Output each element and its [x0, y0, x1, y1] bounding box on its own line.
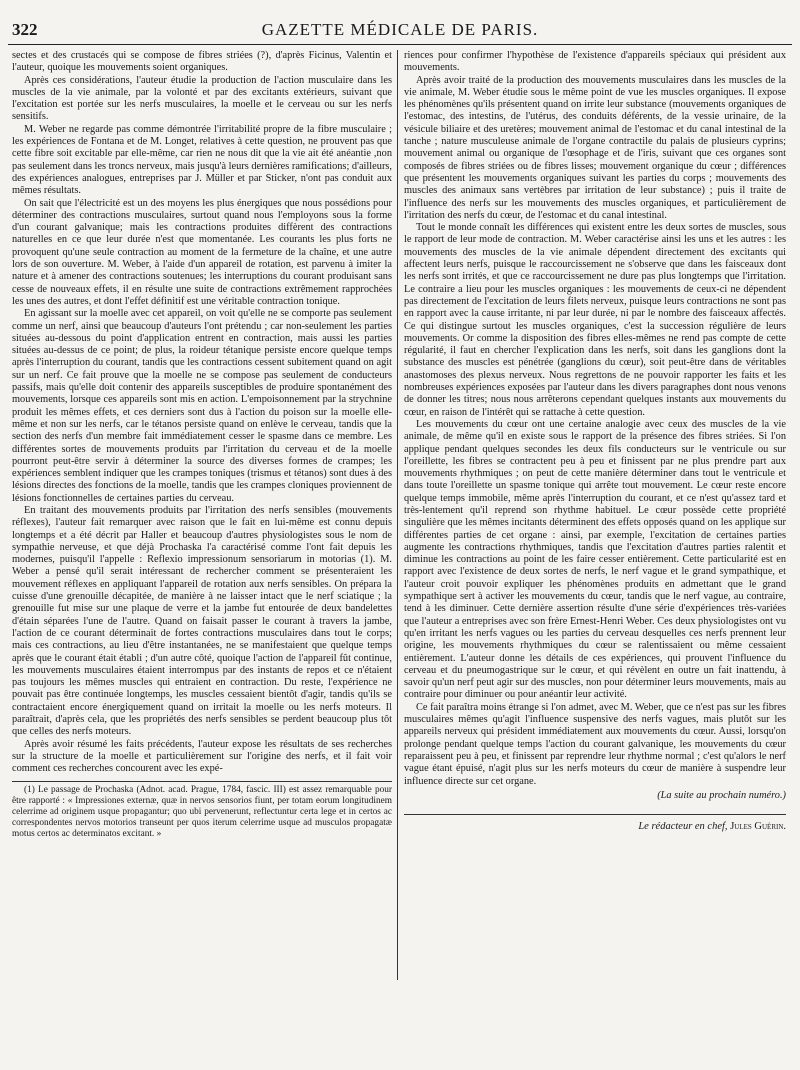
paragraph: En agissant sur la moelle avec cet appareil, on voit qu'elle ne se comporte pas seulement comme un nerf, ainsi que beaucoup d'auteurs l'ont prétendu ; car non-seulement les parties situées au-dessous du point d'application entrent en contraction, mais aussi les parties situées au-dessus de ce point; de plus, la roideur tétanique persiste encore quelque temps après l'interruption du courant, tandis que les contractions cessent subitement quand on agit sur un nerf. Ce fait prouve que la moelle ne se compose pas seulement de conducteurs passifs, mais qu'elle doit contenir des appareils susceptibles de produire spontanément des mouvements, lorsque ces appareils sont mis en action. L'empoisonnement par la strychnine produit les mêmes effets, et ces derniers sont dus à l'action du poison sur la moelle elle-même et non sur les nerfs, car le tétanos persiste quand on enlève le cerveau, tandis que la section des nerfs d'un membre fait immédiatement cesser le spasme dans ce membre. Les différentes sortes de mouvements produits par l'irritation du cerveau et de la moelle pourront peut-être servir à déterminer la source des diverses formes de crampes; les expériences semblent indiquer que les crampes toniques (trismus et tétanos) sont dues à des lésions directes des fonctions de la moelle, tandis que les crampes cloniques proviennent de lésions fonctionnelles de certaines parties du cerveau.: [12, 308, 392, 504]
page-number: 322: [12, 20, 38, 39]
journal-title: GAZETTE MÉDICALE DE PARIS.: [261, 20, 539, 39]
right-column: [404, 50, 786, 1050]
paragraph: Les mouvements du cœur ont une certaine analogie avec ceux des muscles de la vie animale, de même qu'il en existe sous le rapport de la présence des fibres striées. Si l'on applique pendant quelques secondes les deux fils conducteurs sur le ventricule ou sur l'oreillette, les fibres se contractent peu à peu et finissent par ne plus prendre part aux mouvements rhythmiques ; on peut de cette manière déterminer dans tout le ventricule et dans toute l'oreillette un spasme tonique qui arrête tout mouvement. Le cœur reste encore quelque temps immobile, même après l'interruption du courant, et ce n'est qu'assez tard et très-lentement qu'il reprend son rhythme habituel. Le cœur possède cette propriété singulière que les mêmes incitants déterminent des effets opposés quand on les applique sur différentes parties de cet organe : ainsi, par exemple, l'excitation de certaines parties augmente les contractions rhythmiques, tandis que l'excitation d'autres parties ralentit et diminue les contractions au point de les faire cesser entièrement. Cette particularité est en rapport avec l'existence de deux sortes de nerfs, le nerf vague et le grand sympathique, et l'auteur croit pouvoir expliquer les phénomènes produits en admettant que le grand sympathique sert à activer les mouvements du cœur, tandis que le nerf vague, au contraire, tend à les diminuer. Cette dernière assertion résulte d'une série d'expériences très-variées que l'auteur a entreprises avec son frère Ernest-Henri Weber. Ces deux physiologistes ont vu qu'en irritant les nerfs vagues ou les parties du cerveau desquelles ces nerfs prennent leur origine, les mouvements rhythmiques du cœur se ralentissaient ou même cessaient entièrement. L'auteur donne les détails de ces expériences, qui prouvent l'influence du cerveau et du pneumogastrique sur le cœur, et qui révèlent en outre un fait inattendu, à savoir qu'un nerf peut agir sur des muscles, non pour déterminer leurs mouvements, mais au contraire pour diminuer ou pour anéantir leur activité.: [404, 418, 786, 701]
page-header: [8, 18, 792, 45]
paragraph: Après avoir traité de la production des mouvements musculaires dans les muscles de la vie animale, M. Weber étudie sous le même point de vue les muscles organiques. Il expose les phénomènes qu'ils présentent quand on irrite leur substance (mouvements organiques de l'estomac, des intestins, de l'utérus, des conduits déférents, de la vessie urinaire, de la vésicule biliaire et des uretères; mouvement animal de l'estomac et du canal intestinal de la tanche ; nature musculeuse animale de l'organe contractile du palais de plusieurs cyprins; mouvement animal ou organique de l'œsophage et de l'iris, suivant que ces organes sont composés de fibres striées ou de fibres lisses; mouvement organique du cœur ; différences que présentent les mouvements organiques suivant les parties du corps ; mouvements des muscles des animaux sans vertèbres par irritation de leur substance) ; puis il traite de l'influence des nerfs sur les mouvements des muscles organiques, et particulièrement de l'irritation des nerfs du cœur, de l'estomac et du canal intestinal.: [404, 74, 786, 221]
paragraph: Après ces considérations, l'auteur étudie la production de l'action musculaire dans les muscles de la vie animale, par la volonté et par des excitants extérieurs, suivant que l'excitation est portée sur les nerfs musculaires, la moelle et le cerveau ou sur les nerfs sensitifs.: [12, 74, 392, 123]
footnote: (1) Le passage de Prochaska (Adnot. acad. Prague, 1784, fascic. III) est assez remarquable pour être rapporté : « Impressiones externæ, quæ in nervos sensorios fiunt, per totam eorum longitudinem celerrime ad originem usque propagantur; quo ubi pervenerunt, reflectuntur certa lege et in certos ac correspondentes nervos motorios transeunt per quos iterum celerrime usque ad musculos propagatæ motus certos ac determinatos excitant. »: [12, 784, 392, 840]
editor-signature: [404, 821, 786, 833]
paragraph: M. Weber ne regarde pas comme démontrée l'irritabilité propre de la fibre musculaire ; les expériences de Fontana et de M. Longet, relatives à cette question, ne prouvent pas que cette fibre soit excitable par elle-même, car rien ne nous dit que la vie ait été anéantie ,non pas seulement dans les troncs nerveux, mais jusqu'à leurs dernières ramifications; d'ailleurs, des expériences analogues, entreprises par J. Müller et par Sticker, n'ont pas conduit aux mêmes résultats.: [12, 123, 392, 197]
paragraph: sectes et des crustacés qui se compose de fibres striées (?), d'après Ficinus, Valentin et l'auteur, quoique les mouvements soient organiques.: [12, 50, 392, 74]
footnote-divider: [12, 781, 392, 782]
column-divider: [397, 50, 398, 980]
paragraph: On sait que l'électricité est un des moyens les plus énergiques que nous possédions pour déterminer des contractions musculaires, surtout quand nous l'employons sous la forme d'un courant galvanique; mais les contractions produites diffèrent des contractions naturelles en ce que leur durée n'est que momentanée. Les courants les plus forts ne provoquent qu'une seule contraction au moment de la fermeture de la chaîne, et une autre lors de son ouverture. M. Weber, à l'aide d'un appareil de rotation, est parvenu à imiter la nature et à amener des contractions soutenues; les interruptions du courant produisant sans cesse de nouveaux effets, il en résulte une suite de contractions extrêmement rapprochées les unes des autres, et dont l'effet définitif est une véritable contraction tonique.: [12, 197, 392, 307]
continuation-note: (La suite au prochain numéro.): [657, 789, 786, 801]
paragraph: En traitant des mouvements produits par l'irritation des nerfs sensibles (mouvements réflexes), l'auteur fait remarquer avec raison que le fait en lui-même est connu depuis longtemps et a été décrit par Haller et beaucoup d'autres physiologistes sous le nom de sympathie nerveuse, et que déjà Prochaska l'a caractérisé comme l'ont fait depuis les modernes, puisqu'il l'appelle : Reflexio impressionum sensoriarum in motorias (1). M. Weber a pensé qu'il serait intéressant de rechercher comment se présenteraient les mouvement réflexes en appliquant l'appareil de rotation aux nerfs sensibles. On prépara la cuisse d'une grenouille décapitée, de manière à ne laisser intact que le nerf sciatique ; la grenouille fut mise sur une plaque de verre et la jambe fut entourée de deux bandelettes d'étain séparées l'une de l'autre. Quand on faisait passer le courant à travers la jambe, l'action de ce courant déterminait de fortes contractions musculaires dans tout le corps; mais ces contractions, au lieu d'être instantanées, ne se manifestaient que quelque temps après que le courant était établi ; d'un autre côté, quoique l'action de l'appareil fût continue, les mouvements musculaires étaient interrompus par des instants de repos et ce n'étaient pas toujours les mêmes muscles qui entraient en contraction. Du reste, l'expérience ne pouvait pas être continuée longtemps, les muscles cessaient bientôt d'agir, tandis qu'ils se contractaient encore énergiquement quand on irritait la moelle ou les nerfs moteurs. Il paraîtrait, d'après cela, que les propriétés des nerfs sensibles se perdent beaucoup plus tôt que celles des nerfs moteurs.: [12, 504, 392, 738]
paragraph: Après avoir résumé les faits précédents, l'auteur expose les résultats de ses recherches sur la structure de la moelle et particulièrement sur l'origine des nerfs, et il fait voir comment ces recherches concourent avec les expé-: [12, 738, 392, 775]
editor-label: Le rédacteur en chef,: [638, 821, 728, 833]
paragraph: Ce fait paraîtra moins étrange si l'on admet, avec M. Weber, que ce n'est pas sur les fibres musculaires mêmes qu'agit l'influence suspensive des nerfs vagues, mais plutôt sur les appareils nerveux qui président immédiatement aux mouvements du cœur. Aussi, lorsqu'on prolonge pendant quelque temps l'action du courant galvanique, les mouvements du cœur reparaissent peu à peu, et finissent par reprendre leur rhythme normal ; c'est qu'alors le nerf vague étant épuisé, n'agit plus sur les nerfs moteurs du cœur de manière à suspendre leur influence directe sur cet organe.: [404, 701, 786, 787]
paragraph: riences pour confirmer l'hypothèse de l'existence d'appareils spéciaux qui président aux mouvements.: [404, 50, 786, 74]
left-column: [12, 50, 392, 1050]
editor-name: Jules Guérin.: [730, 821, 786, 833]
editor-divider: [404, 814, 786, 815]
paragraph: Tout le monde connaît les différences qui existent entre les deux sortes de muscles, sous le rapport de leur mode de contraction. M. Weber caractérise ainsi les uns et les autres : les mouvements des muscles de la vie animale dépendent directement des excitants qui affectent leurs nerfs, puisque le raccourcissement ne s'observe que dans les faisceaux dont les nerfs sont irrités, et que ce raccourcissement ne dure pas plus longtemps que l'irritation. Le contraire a lieu pour les muscles organiques : les mouvements de ceux-ci ne dépendent pas directement de l'excitation de leurs filets nerveux, puisque leurs contractions ne sont pas en rapport avec la cause irritante, ni par leur durée, ni par le nombre des faisceaux affectés. Ce qui distingue surtout les muscles organiques, c'est la succession régulière de leurs mouvements. Or comme la disposition des fibres elles-mêmes ne rend pas compte de cette régularité, il faut en chercher l'explication dans les nerfs, soit dans les ganglions dont la substance des muscles est pénétrée (ganglions du cœur), soit peut-être dans de véritables anastomoses des plexus nerveux. Nous regrettons de ne pouvoir rapporter les faits et les nombreuses expériences exposées par l'auteur dans les divers paragraphes dont nous venons de donner les titres; nous nous arrêterons cependant quelques instants aux mouvements du cœur, en raison de l'intérêt qui se rattache à cette question.: [404, 222, 786, 418]
